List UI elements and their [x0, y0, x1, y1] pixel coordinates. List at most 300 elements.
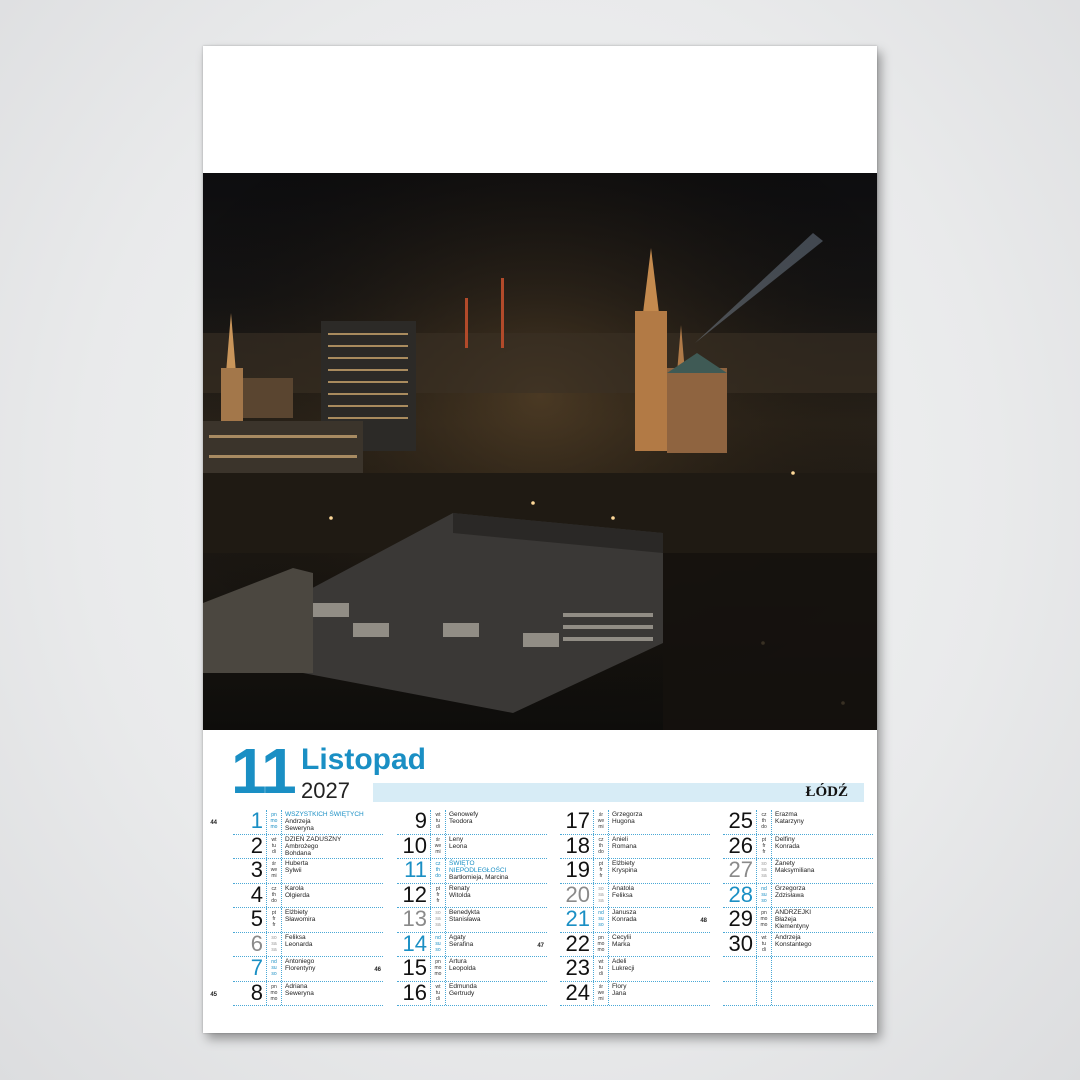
weekday-abbr-line: so [761, 861, 767, 867]
name-day: Hugona [612, 818, 635, 826]
divider [266, 933, 267, 957]
weekday-abbr-line: th [435, 867, 441, 873]
city-name: ŁÓDŹ [805, 784, 848, 800]
day-row [210, 808, 383, 835]
divider [771, 884, 772, 908]
weekday-abbr-line: pt [598, 861, 604, 867]
divider [608, 933, 609, 957]
name-days [285, 836, 341, 858]
name-days [449, 836, 467, 850]
day-row [374, 955, 547, 982]
divider [266, 835, 267, 859]
weekday-abbreviation [758, 935, 770, 953]
divider [771, 835, 772, 859]
weekday-abbreviation [432, 935, 444, 953]
name-days [449, 860, 527, 882]
name-day: Konrada [612, 916, 637, 924]
name-day: ANDRZEJKI [775, 909, 812, 916]
day-number: 28 [728, 881, 753, 907]
day-row [723, 810, 873, 835]
weekday-abbr-line: we [434, 842, 442, 849]
weekday-abbr-line: tu [435, 989, 441, 996]
divider [430, 908, 431, 932]
weekday-abbreviation [432, 910, 444, 928]
day-number: 13 [402, 906, 427, 931]
weekday-abbr-line: sa [271, 946, 277, 953]
day-row [397, 810, 547, 835]
day-row [723, 930, 873, 958]
weekday-abbr-line: fr [436, 897, 440, 904]
year: 2027 [301, 778, 350, 803]
weekday-abbr-line: nd [598, 910, 604, 916]
divider [593, 908, 594, 932]
name-day: Feliksa [285, 933, 306, 941]
holiday-label: ŚWIĘTO NIEPODLEGŁOŚCI [449, 860, 507, 875]
weekday-abbr-line: do [435, 873, 441, 879]
day-number: 5 [250, 906, 263, 931]
divider [771, 933, 772, 957]
name-days [449, 909, 480, 923]
weekday-abbr-line: fr [272, 922, 276, 928]
weekday-abbr-line: so [761, 897, 767, 904]
weekday-abbr-line: nd [271, 959, 277, 965]
weekday-abbr-line: fr [762, 842, 766, 849]
day-row [397, 930, 547, 958]
weekday-abbr-line: so [435, 910, 441, 916]
weekday-abbr-line: tu [435, 818, 441, 824]
weekday-abbreviation [595, 812, 607, 830]
weekday-abbr-line: tu [761, 940, 767, 947]
divider [608, 835, 609, 859]
weekday-abbr-line: pn [761, 910, 767, 916]
weekday-abbr-line: pt [271, 910, 277, 916]
name-days [285, 958, 315, 972]
divider [593, 982, 594, 1006]
weekday-abbreviation [758, 886, 770, 904]
divider [608, 957, 609, 981]
day-row [560, 810, 710, 835]
day-row [723, 982, 873, 1007]
name-day: Zdzisława [775, 891, 804, 899]
divider [430, 810, 431, 834]
weekday-abbreviation [432, 837, 444, 855]
weekday-abbr-line: sa [761, 867, 767, 873]
weekday-abbr-line: cz [761, 812, 767, 818]
weekday-abbr-line: pn [271, 983, 277, 990]
divider [771, 957, 772, 981]
weekday-abbr-line: fr [436, 891, 440, 898]
name-day: Seweryna [285, 825, 314, 833]
divider [593, 810, 594, 834]
weekday-abbreviation [758, 910, 770, 928]
name-day: Delfiny [775, 835, 795, 843]
day-number: 2 [250, 832, 263, 858]
weekday-abbreviation [595, 984, 607, 1002]
divider [445, 933, 446, 957]
name-day: Lukrecji [612, 965, 635, 973]
weekday-abbr-line: di [272, 848, 276, 855]
weekday-abbr-line: mi [598, 995, 604, 1002]
name-day: Leonarda [285, 940, 313, 948]
name-day: Seweryna [285, 989, 314, 997]
weekday-abbr-line: cz [435, 861, 441, 867]
day-number: 18 [565, 832, 590, 858]
weekday-abbr-line: di [436, 824, 440, 830]
weekday-abbr-line: th [761, 818, 767, 824]
name-day: Anieli [612, 835, 628, 843]
day-row [560, 979, 710, 1007]
weekday-abbr-line: so [271, 934, 277, 941]
day-number: 3 [250, 857, 263, 882]
weekday-abbr-line: we [597, 989, 605, 996]
day-number: 22 [565, 930, 590, 956]
name-day: Elżbiety [285, 909, 308, 916]
weekday-abbr-line: so [271, 971, 277, 977]
name-day: Agaty [449, 933, 466, 941]
day-row [560, 881, 710, 909]
name-days [775, 811, 804, 825]
weekday-abbreviation [268, 984, 280, 1002]
weekday-abbr-line: tu [598, 965, 604, 971]
name-day: Karola [285, 884, 304, 892]
city-night-photo [203, 173, 877, 730]
weekday-abbr-line: so [598, 885, 604, 892]
weekday-abbreviation [595, 910, 607, 928]
name-days [775, 860, 814, 874]
weekday-abbr-line: wt [435, 812, 441, 818]
weekday-abbr-line: sa [598, 891, 604, 898]
name-day: Maksymiliana [775, 867, 815, 875]
weekday-abbr-line: th [598, 842, 604, 849]
name-day: DZIEŃ ZADUSZNY [285, 835, 342, 843]
day-number: 27 [728, 857, 753, 882]
divider [756, 908, 757, 932]
name-day: Bartłomieja, Marcina [449, 874, 509, 882]
day-row [233, 859, 383, 884]
day-number: 19 [565, 857, 590, 882]
divider [281, 835, 282, 859]
name-day: Erazma [775, 811, 798, 818]
weekday-abbreviation [432, 984, 444, 1002]
day-row [397, 979, 547, 1007]
divider [756, 957, 757, 981]
day-number: 8 [250, 979, 263, 1005]
name-day: Renaty [449, 884, 470, 892]
weekday-abbr-line: th [271, 891, 277, 898]
divider [593, 859, 594, 883]
name-days [285, 983, 314, 997]
weekday-abbr-line: mo [434, 971, 442, 977]
name-day: Gertrudy [449, 989, 475, 997]
name-day: Feliksa [612, 891, 633, 899]
name-day: Klementyny [775, 923, 809, 931]
divider [756, 810, 757, 834]
weekday-abbr-line: wt [598, 959, 604, 965]
name-days [612, 860, 637, 874]
divider [445, 810, 446, 834]
weekday-abbr-line: wt [435, 983, 441, 990]
weekday-abbr-line: we [597, 818, 605, 824]
name-days [612, 909, 637, 923]
divider [266, 957, 267, 981]
day-number: 25 [728, 808, 753, 833]
weekday-abbr-line: mo [597, 940, 605, 947]
weekday-abbr-line: mo [760, 922, 768, 928]
divider [281, 957, 282, 981]
name-day: Adriana [285, 982, 308, 990]
weekday-abbreviation [595, 837, 607, 855]
weekday-abbr-line: pn [598, 934, 604, 941]
weekday-abbr-line: sa [435, 916, 441, 922]
name-days [775, 934, 812, 948]
name-day: Romana [612, 842, 637, 850]
divider [608, 859, 609, 883]
weekday-abbr-line: nd [761, 885, 767, 892]
day-row [233, 832, 383, 860]
month-name: Listopad [301, 743, 426, 776]
name-days [775, 836, 800, 850]
name-days [449, 958, 476, 972]
weekday-abbr-line: we [270, 867, 278, 873]
weekday-abbr-line: fr [272, 916, 276, 922]
name-day: Serafina [449, 940, 474, 948]
day-number: 14 [402, 930, 427, 956]
divider [445, 884, 446, 908]
name-day: Marka [612, 940, 631, 948]
divider [756, 933, 757, 957]
divider [266, 982, 267, 1006]
weekday-abbr-line: nd [435, 934, 441, 941]
day-row [397, 908, 547, 933]
weekday-abbr-line: so [435, 946, 441, 953]
divider [756, 859, 757, 883]
name-days [775, 909, 811, 931]
weekday-abbr-line: cz [271, 885, 277, 892]
weekday-abbreviation [268, 812, 280, 830]
weekday-abbreviation [595, 935, 607, 953]
name-day: Teodora [449, 818, 473, 826]
name-day: Leona [449, 842, 468, 850]
weekday-abbreviation [595, 959, 607, 977]
weekday-abbreviation [432, 886, 444, 904]
divider [771, 810, 772, 834]
weekday-abbr-line: do [761, 824, 767, 830]
day-row [560, 859, 710, 884]
weekday-abbr-line: cz [598, 836, 604, 843]
weekday-abbr-line: mo [270, 818, 278, 824]
weekday-abbr-line: pt [435, 885, 441, 892]
name-days [612, 811, 642, 825]
name-day: Kryspina [612, 867, 638, 875]
day-row [210, 979, 383, 1007]
day-number: 29 [728, 906, 753, 931]
name-day: Katarzyny [775, 818, 804, 826]
weekday-abbr-line: fr [599, 873, 603, 879]
day-number: 12 [402, 881, 427, 907]
divider [608, 884, 609, 908]
day-row [233, 957, 383, 982]
name-day: Flory [612, 982, 627, 990]
name-day: Błażeja [775, 916, 797, 924]
name-day: Elżbiety [612, 860, 635, 867]
weekday-abbreviation [758, 861, 770, 879]
day-row [723, 832, 873, 860]
weekday-abbr-line: su [598, 916, 604, 922]
name-day: Cecylii [612, 933, 632, 941]
name-days [285, 934, 312, 948]
name-day: Sylwii [285, 867, 302, 875]
name-days [285, 909, 315, 923]
weekday-abbr-line: śr [598, 812, 604, 818]
name-days [449, 885, 471, 899]
weekday-abbreviation [268, 886, 280, 904]
weekday-abbr-line: fr [599, 867, 603, 873]
name-day: Witolda [449, 891, 471, 899]
divider [756, 982, 757, 1006]
weekday-abbr-line: pn [435, 959, 441, 965]
day-number: 9 [414, 808, 427, 833]
divider [281, 884, 282, 908]
divider [430, 835, 431, 859]
day-number: 16 [402, 979, 427, 1005]
weekday-abbreviation [268, 861, 280, 879]
weekday-abbr-line: di [436, 995, 440, 1002]
name-day: Anatola [612, 884, 635, 892]
day-number: 17 [565, 808, 590, 833]
weekday-abbr-line: di [762, 946, 766, 953]
day-row [233, 908, 383, 933]
day-number: 6 [250, 930, 263, 956]
divider [266, 884, 267, 908]
divider [608, 982, 609, 1006]
weekday-abbr-line: śr [435, 836, 441, 843]
weekday-abbreviation [268, 910, 280, 928]
day-number: 7 [250, 955, 263, 980]
divider [281, 859, 282, 883]
weekday-abbr-line: wt [761, 934, 767, 941]
name-days [612, 934, 631, 948]
day-number: 1 [250, 808, 263, 833]
weekday-abbr-line: su [271, 965, 277, 971]
name-days [285, 860, 308, 874]
weekday-abbr-line: do [271, 897, 277, 904]
weekday-abbr-line: mi [271, 873, 277, 879]
weekday-abbreviation [432, 959, 444, 977]
name-days [775, 885, 805, 899]
name-day: Konstantego [775, 940, 812, 948]
weekday-abbr-line: di [599, 971, 603, 977]
divider [266, 908, 267, 932]
divider [430, 933, 431, 957]
name-day: Edmunda [449, 982, 477, 990]
weekday-abbr-line: fr [762, 848, 766, 855]
divider [771, 908, 772, 932]
calendar-sheet [203, 46, 877, 1033]
day-number: 21 [565, 906, 590, 931]
calendar-column [210, 808, 383, 1006]
name-day: Olgierda [285, 891, 310, 899]
weekday-abbr-line: mo [760, 916, 768, 922]
divider [756, 835, 757, 859]
name-day: Andrzeja [285, 818, 311, 826]
name-day: Benedykta [449, 909, 480, 916]
day-number: 26 [728, 832, 753, 858]
day-row [560, 832, 710, 860]
weekday-abbreviation [758, 812, 770, 830]
calendar-column [374, 808, 547, 1006]
name-days [612, 958, 634, 972]
weekday-abbr-line: pn [271, 812, 277, 818]
day-number: 30 [728, 930, 753, 956]
name-day: Stanisława [449, 916, 481, 924]
calendar-column [537, 808, 710, 1006]
weekday-abbr-line: mo [270, 995, 278, 1002]
name-day: Adeli [612, 958, 627, 965]
week-number: 47 [537, 942, 544, 949]
weekday-abbr-line: sa [761, 873, 767, 879]
divider [445, 835, 446, 859]
weekday-abbr-line: sa [271, 940, 277, 947]
divider [281, 810, 282, 834]
weekday-abbr-line: sa [598, 897, 604, 904]
name-day: Genowefy [449, 811, 479, 818]
divider [593, 957, 594, 981]
day-number: 4 [250, 881, 263, 907]
name-day: Ambrożego [285, 842, 319, 850]
name-days [612, 836, 637, 850]
day-row [397, 859, 547, 884]
day-number: 10 [402, 832, 427, 858]
divider [608, 810, 609, 834]
name-day: Grzegorza [775, 884, 806, 892]
name-days [612, 983, 626, 997]
divider [771, 982, 772, 1006]
name-day: Konrada [775, 842, 800, 850]
day-number: 11 [404, 857, 427, 882]
name-day: Leopolda [449, 965, 476, 973]
day-row [700, 906, 873, 933]
weekday-abbreviation [432, 861, 444, 879]
week-number: 45 [210, 991, 217, 998]
divider [430, 982, 431, 1006]
divider [430, 859, 431, 883]
day-number: 24 [565, 979, 590, 1005]
week-number: 48 [700, 918, 707, 924]
weekday-abbr-line: mi [435, 848, 441, 855]
calendar-column [700, 808, 873, 1006]
name-day: Grzegorza [612, 811, 643, 818]
divider [445, 957, 446, 981]
weekday-abbreviation [268, 935, 280, 953]
weekday-abbr-line: mi [598, 824, 604, 830]
day-row [233, 930, 383, 958]
weekday-abbr-line: wt [271, 836, 277, 843]
weekday-abbr-line: pt [761, 836, 767, 843]
divider [445, 982, 446, 1006]
weekday-abbr-line: mo [270, 824, 278, 830]
day-row [397, 832, 547, 860]
week-number: 46 [374, 967, 381, 973]
name-day: Bohdana [285, 849, 312, 857]
name-day: Antoniego [285, 958, 315, 965]
divider [281, 908, 282, 932]
divider [430, 957, 431, 981]
day-row [723, 859, 873, 884]
weekday-abbr-line: śr [271, 861, 277, 867]
weekday-abbreviation [595, 861, 607, 879]
divider [445, 859, 446, 883]
holiday-label: WSZYSTKICH ŚWIĘTYCH [285, 811, 364, 818]
